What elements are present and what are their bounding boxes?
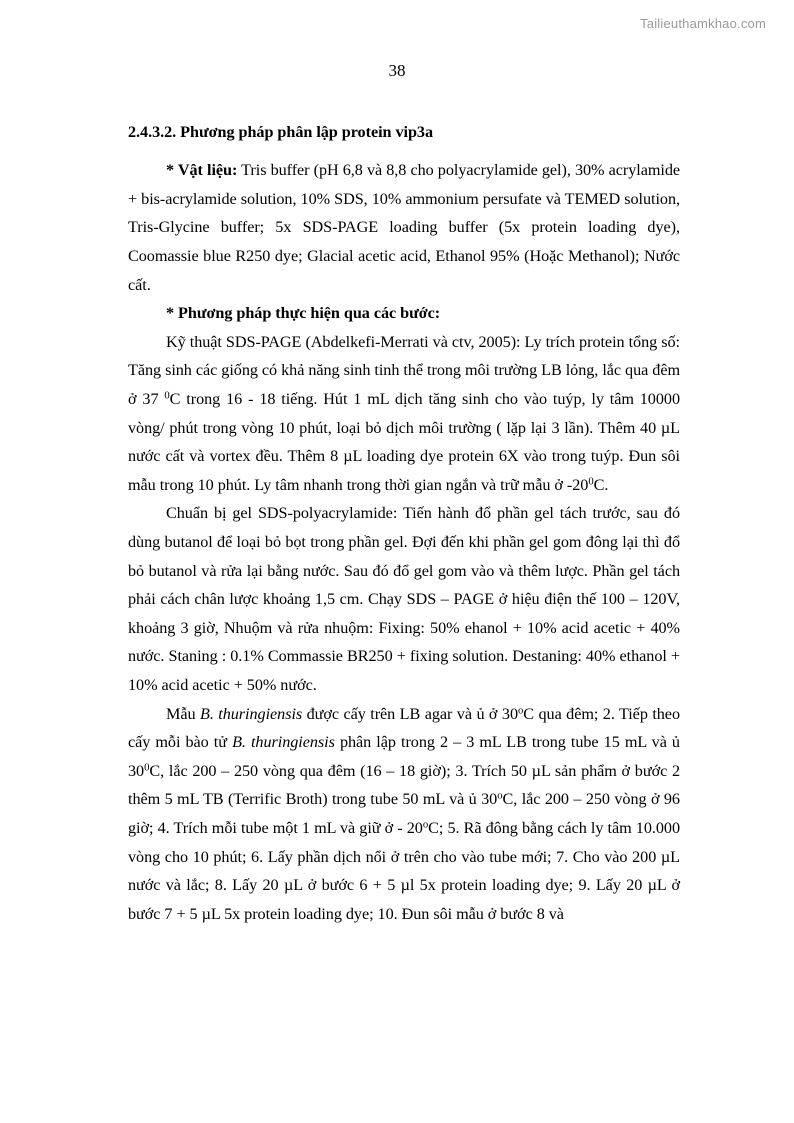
extraction-text-part-3: C.: [593, 475, 609, 494]
page-number: 38: [388, 61, 406, 80]
protocol-text-part-6: C, lắc 200 – 250 vòng ở 96 giờ; 4. Trích mỗi tube một 1 mL và giữ ở - 20: [128, 790, 680, 837]
protocol-text-part-2: được cấy trên LB agar và ủ ở 30: [302, 704, 518, 723]
paragraph-protocol-steps: [128, 700, 680, 929]
materials-text: Tris buffer (pH 6,8 và 8,8 cho polyacrylamide gel), 30% acrylamide + bis-acrylamide solution, 10% SDS, 10% ammonium persufate và TEMED solution, Tris-Glycine buffer; 5x SDS-PAGE loading buffer (5x protein loading dye), Coomassie blue R250 dye; Glacial acetic acid, Ethanol 95% (Hoặc Methanol); Nước cất.: [128, 161, 680, 294]
species-name-1: B. thuringiensis: [199, 704, 303, 723]
materials-label: * Vật liệu:: [166, 161, 238, 180]
extraction-text-part-2: C trong 16 - 18 tiếng. Hút 1 mL dịch tăng sinh cho vào tuýp, ly tâm 10000 vòng/ phút trong vòng 10 phút, loại bỏ dịch môi trường ( lặp lại 3 lần). Thêm 40 µL nước cất và vortex đều. Thêm 8 µL loading dye protein 6X vào trong tuýp. Đun sôi mẫu trong 10 phút. Ly tâm nhanh trong thời gian ngắn và trữ mẫu ở -20: [128, 390, 680, 494]
method-heading: * Phương pháp thực hiện qua các bước:: [166, 304, 441, 323]
protocol-text-part-4: phân lập trong 2 – 3 mL LB trong tube 15 mL và ủ 30: [128, 733, 680, 780]
paragraph-materials: [128, 156, 680, 299]
extraction-text-part-1: Kỹ thuật SDS-PAGE (Abdelkefi-Merrati và ctv, 2005): Ly trích protein tổng số: Tăng sinh các giống có khả năng sinh tinh thể trong môi trường LB lỏng, lắc qua đêm ở 37: [128, 332, 680, 408]
paragraph-gel-preparation: Chuẩn bị gel SDS-polyacrylamide: Tiến hành đổ phần gel tách trước, sau đó dùng butanol để loại bỏ bọt trong phần gel. Đợi đến khi phần gel gom đông lại thì đổ bỏ butanol và rửa lại bằng nước. Sau đó đổ gel gom vào và thêm lược. Phần gel tách phải cách chân lược khoảng 1,5 cm. Chạy SDS – PAGE ở hiệu điện thế 100 – 120V, khoảng 3 giờ, Nhuộm và rửa nhuộm: Fixing: 50% ehanol + 10% acid acetic + 40% nước. Staning : 0.1% Commassie BR250 + fixing solution. Destaning: 40% ethanol + 10% acid acetic + 50% nước.: [128, 504, 680, 694]
protocol-text-part-3: C qua đêm; 2. Tiếp theo cấy mỗi bào tử: [128, 704, 680, 752]
page-content: [128, 122, 680, 928]
protocol-text-part-1: Mẫu: [166, 704, 200, 723]
degree-superscript-2: 0: [588, 475, 594, 488]
site-watermark: Tailieuthamkhao.com: [640, 16, 766, 31]
degree-superscript-6: o: [422, 818, 429, 831]
degree-superscript-5: o: [497, 789, 503, 802]
degree-superscript-4: 0: [144, 761, 150, 774]
degree-superscript-1: 0: [164, 389, 170, 402]
protocol-text-part-5: C, lắc 200 – 250 vòng qua đêm (16 – 18 giờ); 3. Trích 50 µL sản phẩm ở bước 2 thêm 5 mL TB (Terrific Broth) trong tube 50 mL và ủ 30: [128, 761, 680, 809]
section-heading: 2.4.3.2. Phương pháp phân lập protein vip3a: [128, 123, 434, 141]
species-name-2: B. thuringiensis: [232, 733, 335, 752]
degree-superscript-3: o: [517, 703, 524, 716]
paragraph-extraction: [128, 328, 680, 500]
protocol-text-part-7: C; 5. Rã đông bằng cách ly tâm 10.000 vòng cho 10 phút; 6. Lấy phần dịch nổi ở trên cho vào tube mới; 7. Cho vào 200 µL nước và lắc; 8. Lấy 20 µL ở bước 6 + 5 µl 5x protein loading dye; 9. Lấy 20 µL ở bước 7 + 5 µL 5x protein loading dye; 10. Đun sôi mẫu ở bước 8 và: [128, 818, 680, 923]
